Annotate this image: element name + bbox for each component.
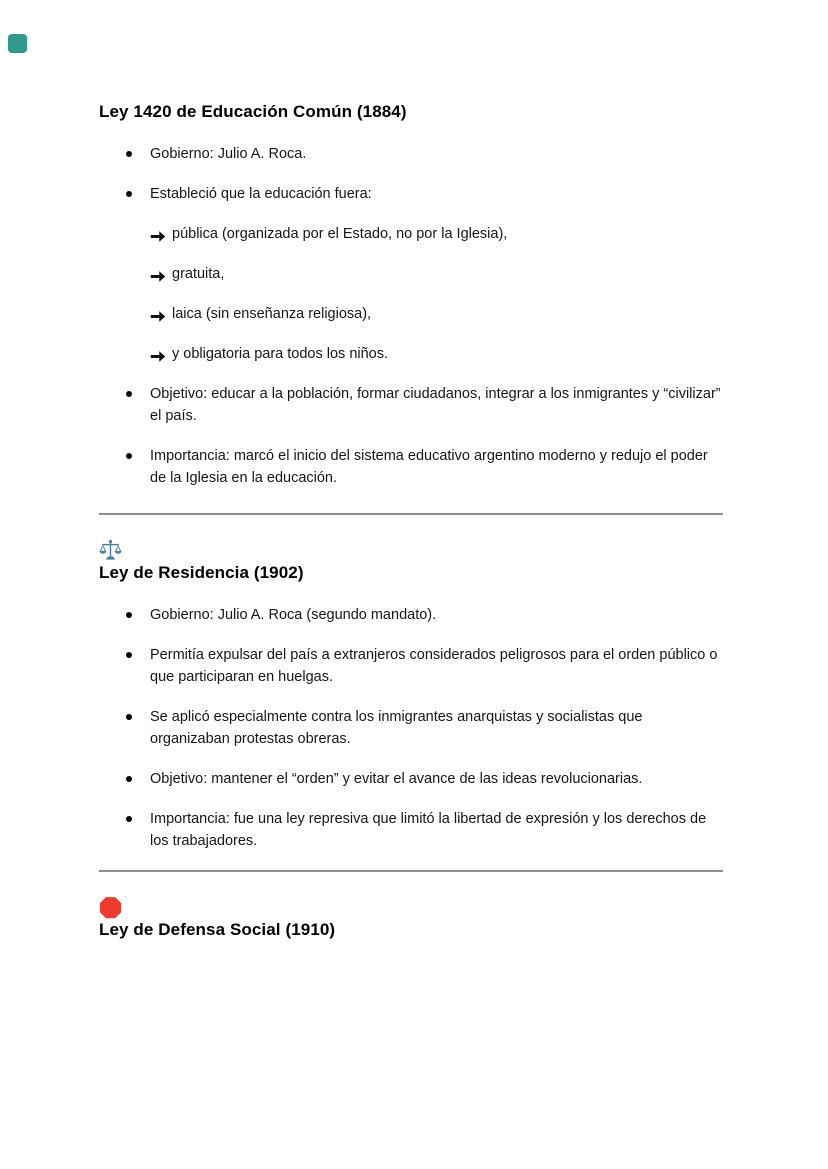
- list-item-text: Permitía expulsar del país a extranjeros considerados peligrosos para el orden público o que participaran en huelgas.: [150, 647, 718, 685]
- list-item: [99, 223, 723, 245]
- list-item-text: Gobierno: Julio A. Roca.: [150, 146, 307, 162]
- list-item-text: Importancia: fue una ley represiva que limitó la libertad de expresión y los derechos de los trabajadores.: [150, 811, 707, 849]
- bullet-icon: [126, 652, 132, 658]
- teal-square-marker: [8, 34, 27, 53]
- bullet-icon: [126, 776, 132, 782]
- section-1-list: [99, 143, 723, 489]
- bullet-icon: [126, 714, 132, 720]
- arrow-icon: [150, 348, 166, 361]
- list-item-text: y obligatoria para todos los niños.: [172, 346, 389, 362]
- list-item: [99, 445, 723, 489]
- section-title-ley-residencia: Ley de Residencia (1902): [99, 563, 304, 582]
- list-item: [99, 768, 723, 790]
- list-item: [99, 644, 723, 688]
- list-item: [99, 808, 723, 852]
- bullet-icon: [126, 391, 132, 397]
- scales-icon: [99, 539, 723, 562]
- arrow-icon: [150, 308, 166, 321]
- list-item-text: pública (organizada por el Estado, no por la Iglesia),: [172, 226, 508, 242]
- arrow-icon: [150, 268, 166, 281]
- bullet-icon: [126, 151, 132, 157]
- list-item: [99, 343, 723, 365]
- bullet-icon: [126, 816, 132, 822]
- section-2-list: [99, 604, 723, 852]
- list-item: [99, 604, 723, 626]
- bullet-icon: [126, 612, 132, 618]
- section-divider: [99, 513, 723, 515]
- list-item-text: Gobierno: Julio A. Roca (segundo mandato).: [150, 607, 437, 623]
- list-item-text: laica (sin enseñanza religiosa),: [172, 306, 372, 322]
- list-item: [99, 303, 723, 325]
- list-item-text: Objetivo: educar a la población, formar ciudadanos, integrar a los inmigrantes y “civilizar” el país.: [150, 386, 721, 424]
- list-item-text: Se aplicó especialmente contra los inmigrantes anarquistas y socialistas que organizaban protestas obreras.: [150, 709, 643, 747]
- section-title-ley-defensa-social: Ley de Defensa Social (1910): [99, 920, 336, 939]
- section-divider: [99, 870, 723, 872]
- stop-octagon-icon: [99, 896, 723, 919]
- list-item: [99, 263, 723, 285]
- list-item: [99, 383, 723, 427]
- arrow-icon: [150, 228, 166, 241]
- section-title-ley-1420: Ley 1420 de Educación Común (1884): [99, 102, 407, 121]
- list-item-text: Estableció que la educación fuera:: [150, 186, 372, 202]
- list-item: [99, 183, 723, 205]
- bullet-icon: [126, 453, 132, 459]
- list-item-text: Objetivo: mantener el “orden” y evitar el avance de las ideas revolucionarias.: [150, 771, 643, 787]
- document-content: [99, 101, 723, 961]
- list-item-text: Importancia: marcó el inicio del sistema educativo argentino moderno y redujo el poder de la Iglesia en la educación.: [150, 448, 708, 486]
- list-item-text: gratuita,: [172, 266, 225, 282]
- bullet-icon: [126, 191, 132, 197]
- list-item: [99, 143, 723, 165]
- list-item: [99, 706, 723, 750]
